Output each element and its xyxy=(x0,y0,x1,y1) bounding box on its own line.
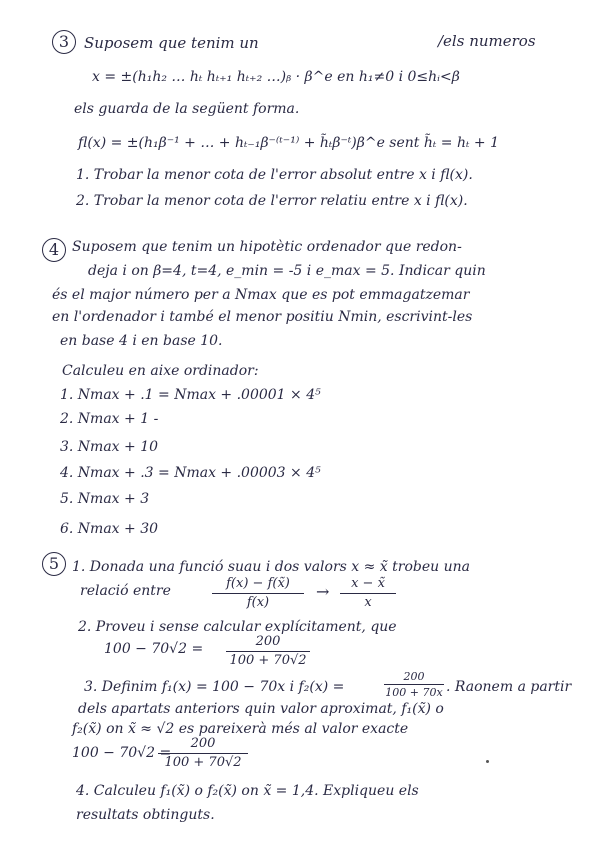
s5-item-1-cont: relació entre xyxy=(80,583,171,599)
s5-fraction-4 xyxy=(384,670,444,699)
s5-fraction-5-numerator: 200 xyxy=(190,736,216,751)
s5-fraction-4-denominator: 100 + 70x xyxy=(385,686,443,699)
section-5-number: 5 xyxy=(42,552,66,576)
section-3-number: 3 xyxy=(52,30,76,54)
s5-fraction-1-numerator: f(x) − f(x̃) xyxy=(226,576,290,591)
section-4-number: 4 xyxy=(42,238,66,262)
s4-line-6: Calculeu en aixe ordinador: xyxy=(62,363,259,379)
s4-line-4: en l'ordenador i també el menor positiu Nmin, escrivint-les xyxy=(52,309,473,325)
s5-item-4-cont: resultats obtinguts. xyxy=(76,807,215,823)
s3-line-2: x = ±(h₁h₂ … hₜ hₜ₊₁ hₜ₊₂ …)ᵦ · β^e en h₁≠0 i 0≤hᵢ<β xyxy=(92,69,460,85)
fraction-bar xyxy=(212,593,304,594)
s5-fraction-3-denominator: 100 + 70√2 xyxy=(229,653,307,668)
s5-item-3-cont-1: dels apartats anteriors quin valor aproximat, f₁(x̃) o xyxy=(78,701,444,717)
s5-fraction-3 xyxy=(226,634,310,669)
s4-line-3: és el major número per a Nmax que es pot emmagatzemar xyxy=(52,287,470,303)
s4-item-2: 2. Nmax + 1 - xyxy=(60,411,159,427)
s5-fraction-2-denominator: x xyxy=(364,595,372,610)
s5-fraction-3-numerator: 200 xyxy=(255,634,281,649)
s5-fraction-4-numerator: 200 xyxy=(403,670,425,683)
s4-item-5: 5. Nmax + 3 xyxy=(60,491,150,507)
s3-item-1: 1. Trobar la menor cota de l'error absolut entre x i fl(x). xyxy=(76,167,473,183)
s3-line-1: Suposem que tenim un xyxy=(84,34,259,52)
right-arrow-icon: → xyxy=(316,582,330,601)
s5-item-2-left: 100 − 70√2 = xyxy=(104,641,204,657)
s5-item-3: 3. Definim f₁(x) = 100 − 70x i f₂(x) = xyxy=(84,679,345,695)
s5-fraction-2-numerator: x − x̃ xyxy=(351,576,385,591)
s5-fraction-1-denominator: f(x) xyxy=(246,595,270,610)
fraction-bar xyxy=(226,651,310,652)
ink-dot xyxy=(486,760,489,763)
s5-item-1: 1. Donada una funció suau i dos valors x ≈ x̃ trobeu una xyxy=(72,559,470,575)
fraction-bar xyxy=(158,753,248,754)
fraction-bar xyxy=(384,684,444,685)
s3-formula: fl(x) = ±(h₁β⁻¹ + … + hₜ₋₁β⁻⁽ᵗ⁻¹⁾ + h̃ₜβ⁻ᵗ)β^e sent h̃ₜ = hₜ + 1 xyxy=(78,135,499,151)
s5-item-3-left: 100 − 70√2 = xyxy=(72,745,172,761)
s5-item-2: 2. Proveu i sense calcular explícitament, que xyxy=(78,619,397,635)
s5-fraction-2 xyxy=(340,576,396,611)
s5-fraction-5-denominator: 100 + 70√2 xyxy=(164,755,242,770)
s4-line-2: deja i on β=4, t=4, e_min = -5 i e_max = 5. Indicar quin xyxy=(88,263,486,279)
s3-line-3: els guarda de la següent forma. xyxy=(74,101,300,117)
s5-item-3-right: . Raonem a partir xyxy=(446,679,572,695)
s4-item-3: 3. Nmax + 10 xyxy=(60,439,159,455)
s4-item-1: 1. Nmax + .1 = Nmax + .00001 × 4⁵ xyxy=(60,387,321,403)
s5-item-3-cont-2: f₂(x̃) on x̃ ≈ √2 es pareixerà més al valor exacte xyxy=(72,721,409,737)
s3-line-1-right: /els numeros xyxy=(438,32,536,50)
s4-line-5: en base 4 i en base 10. xyxy=(60,333,223,349)
s3-item-2: 2. Trobar la menor cota de l'error relatiu entre x i fl(x). xyxy=(76,193,468,209)
s4-item-4: 4. Nmax + .3 = Nmax + .00003 × 4⁵ xyxy=(60,465,321,481)
s4-line-1: Suposem que tenim un hipotètic ordenador que redon- xyxy=(72,239,462,255)
s5-fraction-5 xyxy=(158,736,248,771)
s4-item-6: 6. Nmax + 30 xyxy=(60,521,159,537)
s5-item-4: 4. Calculeu f₁(x̃) o f₂(x̃) on x̃ = 1,4. Expliqueu els xyxy=(76,783,419,799)
s5-fraction-1 xyxy=(212,576,304,611)
fraction-bar xyxy=(340,593,396,594)
